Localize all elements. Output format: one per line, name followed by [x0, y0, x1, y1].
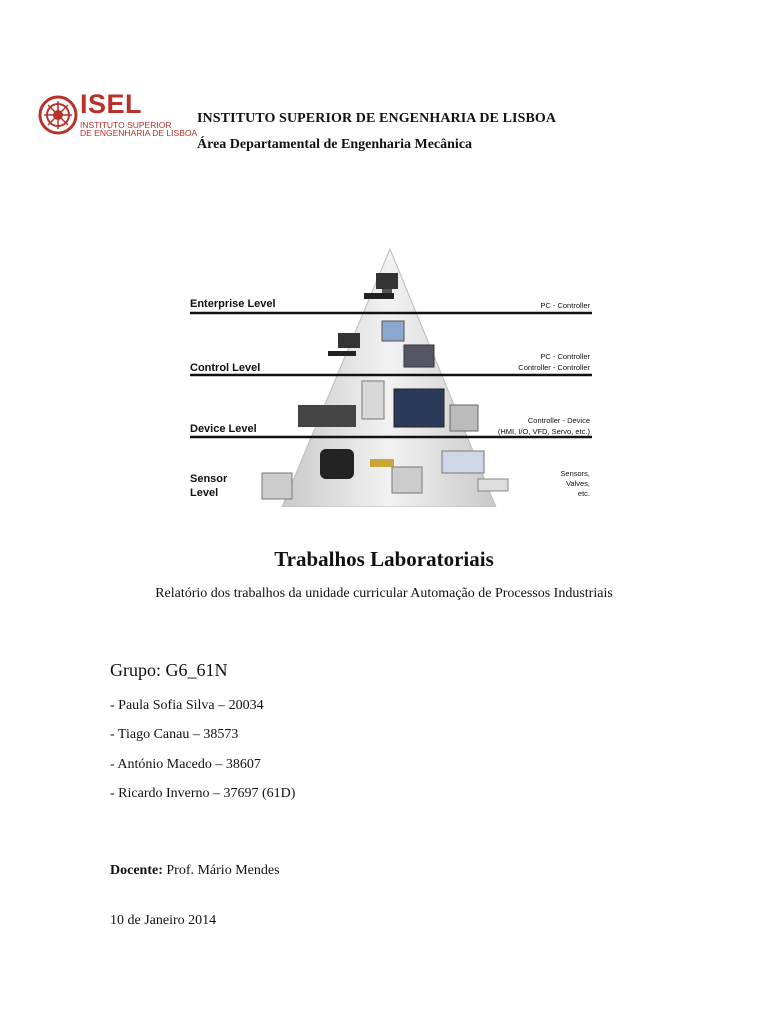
pyramid-level-desc: PC - Controller: [540, 352, 590, 361]
hmi-panel-icon: [394, 389, 444, 427]
pyramid-level-desc: Sensors,: [560, 469, 590, 478]
drive-icon: [362, 381, 384, 419]
computer-icon: [364, 273, 398, 299]
valve-manifold-icon: [442, 451, 484, 473]
valve-icon: [392, 467, 422, 493]
pyramid-level-desc: PC - Controller: [540, 301, 590, 310]
group-id: Grupo: G6_61N: [110, 660, 228, 680]
io-rack-icon: [298, 405, 356, 427]
pyramid-level-label: Device Level: [190, 423, 257, 435]
pyramid-level-label: Sensor: [190, 473, 228, 485]
member-item: - Paula Sofia Silva – 20034: [110, 698, 264, 713]
cylinder-icon: [478, 479, 508, 491]
terminal-block-icon: [262, 473, 292, 499]
pyramid-level-label: Enterprise Level: [190, 298, 276, 310]
controller-icon: [382, 321, 404, 341]
automation-pyramid-figure: [186, 245, 596, 513]
logo-line-1: INSTITUTO SUPERIOR: [80, 120, 172, 130]
isel-logo: [38, 89, 198, 138]
pyramid-level-desc: (HMI, I/O, VFD, Servo, etc.): [497, 427, 590, 436]
member-item: - António Macedo – 38607: [110, 757, 261, 772]
document-title: Trabalhos Laboratoriais: [274, 547, 494, 571]
computer-icon: [328, 333, 360, 356]
pyramid-level-desc: Controller - Controller: [518, 363, 590, 372]
member-item: - Ricardo Inverno – 37697 (61D): [110, 786, 296, 801]
motor-icon: [320, 449, 354, 479]
pyramid-level-label: Level: [190, 487, 219, 499]
logo-line-2: DE ENGENHARIA DE LISBOA: [80, 128, 198, 138]
pyramid-level-desc: Controller - Device: [527, 416, 590, 425]
docente-line: [110, 863, 280, 879]
docente-name: Prof. Mário Mendes: [162, 863, 280, 878]
pyramid-level-desc: etc.: [577, 489, 590, 498]
member-item: - Tiago Canau – 38573: [110, 727, 239, 742]
pyramid-level-desc: Valves,: [565, 479, 590, 488]
pyramid-level-label: Control Level: [190, 362, 261, 374]
pyramid-bottom-band: [186, 507, 596, 513]
isel-emblem-icon: [38, 95, 78, 135]
docente-label: Docente:: [110, 863, 163, 878]
document-date: 10 de Janeiro 2014: [110, 913, 217, 928]
hmi-panel-icon: [404, 345, 434, 367]
institution-name: INSTITUTO SUPERIOR DE ENGENHARIA DE LISBOA: [197, 111, 557, 126]
logo-wordmark: ISEL: [80, 89, 143, 119]
department-name: Área Departamental de Engenharia Mecânica: [197, 137, 473, 152]
servo-drive-icon: [450, 405, 478, 431]
document-subtitle: Relatório dos trabalhos da unidade curricular Automação de Processos Industriais: [155, 586, 613, 601]
proximity-sensor-icon: [370, 459, 394, 467]
